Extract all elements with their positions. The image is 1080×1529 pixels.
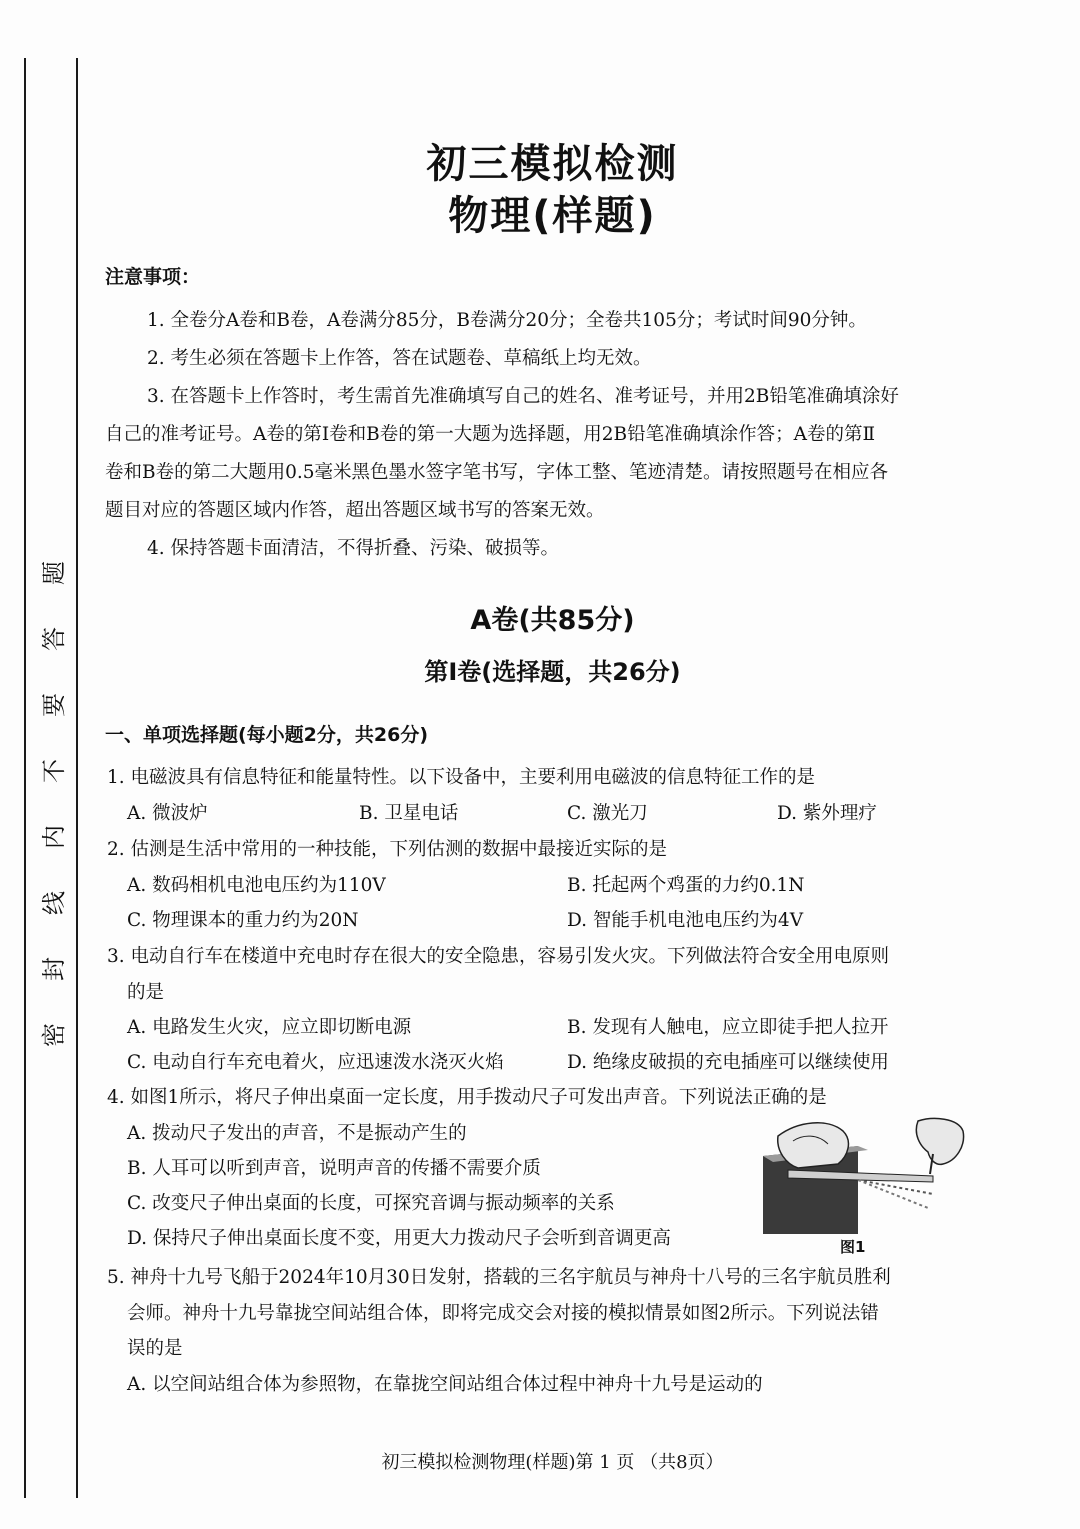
- notes-heading: 注意事项：: [105, 266, 201, 288]
- note-item-3-cont: 题目对应的答题区域内作答，超出答题区域书写的答案无效。: [105, 500, 605, 521]
- question-3-option-d: D. 绝缘皮破损的充电插座可以继续使用: [567, 1052, 889, 1073]
- note-item-3: 3. 在答题卡上作答时，考生需首先准确填写自己的姓名、准考证号，并用2B铅笔准确填涂好: [147, 386, 899, 407]
- ruler-on-desk-figure: [758, 1116, 968, 1236]
- exam-title: 初三模拟检测: [426, 141, 679, 187]
- note-item-3-cont: 自己的准考证号。A卷的第Ⅰ卷和B卷的第一大题为选择题，用2B铅笔准确填涂作答；A卷的第Ⅱ: [105, 424, 876, 445]
- note-item-1: 1. 全卷分A卷和B卷，A卷满分85分，B卷满分20分；全卷共105分；考试时间90分钟。: [147, 310, 867, 331]
- question-4-option-b: B. 人耳可以听到声音，说明声音的传播不需要介质: [127, 1158, 541, 1179]
- section-a-title: A卷(共85分): [470, 605, 635, 636]
- page-footer: 初三模拟检测物理(样题)第 1 页 （共8页）: [381, 1452, 724, 1473]
- seal-char: 线: [40, 891, 68, 915]
- question-2-option-c: C. 物理课本的重力约为20N: [127, 910, 359, 931]
- question-2-option-a: A. 数码相机电池电压约为110V: [127, 875, 386, 896]
- question-3-stem-cont: 的是: [127, 982, 165, 1003]
- question-1-option-a: A. 微波炉: [127, 803, 208, 824]
- question-4-stem: 4. 如图1所示，将尺子伸出桌面一定长度，用手拨动尺子可发出声音。下列说法正确的是: [107, 1087, 827, 1108]
- note-item-3-cont: 卷和B卷的第二大题用0.5毫米黑色墨水签字笔书写，字体工整、笔迹清楚。请按照题号在相应各: [105, 462, 889, 483]
- seal-char: 内: [40, 825, 68, 849]
- question-3-option-a: A. 电路发生火灾，应立即切断电源: [127, 1017, 412, 1038]
- question-2-option-d: D. 智能手机电池电压约为4V: [567, 910, 804, 931]
- seal-char: 要: [40, 693, 68, 717]
- figure-1-caption: 图1: [840, 1238, 866, 1256]
- seal-char: 答: [40, 627, 68, 651]
- question-4-option-a: A. 拨动尺子发出的声音，不是振动产生的: [127, 1123, 467, 1144]
- seal-char: 密: [40, 1023, 68, 1047]
- note-item-2: 2. 考生必须在答题卡上作答，答在试题卷、草稿纸上均无效。: [147, 348, 652, 369]
- question-2-option-b: B. 托起两个鸡蛋的力约0.1N: [567, 875, 805, 896]
- exam-subtitle: 物理(样题): [448, 193, 657, 239]
- question-5-stem-cont: 会师。神舟十九号靠拢空间站组合体，即将完成交会对接的模拟情景如图2所示。下列说法错: [127, 1303, 879, 1324]
- question-1-option-b: B. 卫星电话: [359, 803, 459, 824]
- question-2-stem: 2. 估测是生活中常用的一种技能，下列估测的数据中最接近实际的是: [107, 839, 668, 860]
- question-1-stem: 1. 电磁波具有信息特征和能量特性。以下设备中，主要利用电磁波的信息特征工作的是: [107, 767, 816, 788]
- seal-char: 题: [40, 561, 68, 585]
- note-item-4: 4. 保持答题卡面清洁，不得折叠、污染、破损等。: [147, 538, 560, 559]
- seal-char: 不: [40, 759, 68, 783]
- question-3-option-c: C. 电动自行车充电着火，应迅速泼水浇灭火焰: [127, 1052, 504, 1073]
- seal-line-notice: [36, 540, 72, 1068]
- question-4-option-c: C. 改变尺子伸出桌面的长度，可探究音调与振动频率的关系: [127, 1193, 615, 1214]
- question-3-option-b: B. 发现有人触电，应立即徒手把人拉开: [567, 1017, 889, 1038]
- question-5-stem-cont: 误的是: [127, 1338, 183, 1359]
- question-1-option-d: D. 紫外理疗: [777, 803, 877, 824]
- question-4-option-d: D. 保持尺子伸出桌面长度不变，用更大力拨动尺子会听到音调更高: [127, 1228, 671, 1249]
- question-5-stem: 5. 神舟十九号飞船于2024年10月30日发射，搭载的三名宇航员与神舟十八号的三名宇航员胜利: [107, 1267, 891, 1288]
- seal-char: 封: [40, 957, 68, 981]
- question-5-option-a: A. 以空间站组合体为参照物，在靠拢空间站组合体过程中神舟十九号是运动的: [127, 1374, 763, 1395]
- question-3-stem: 3. 电动自行车在楼道中充电时存在很大的安全隐患，容易引发火灾。下列做法符合安全用电原则: [107, 946, 890, 967]
- question-1-option-c: C. 激光刀: [567, 803, 648, 824]
- question-group-heading: 一、单项选择题(每小题2分，共26分): [105, 724, 429, 746]
- part-1-title: 第Ⅰ卷(选择题，共26分): [424, 658, 681, 686]
